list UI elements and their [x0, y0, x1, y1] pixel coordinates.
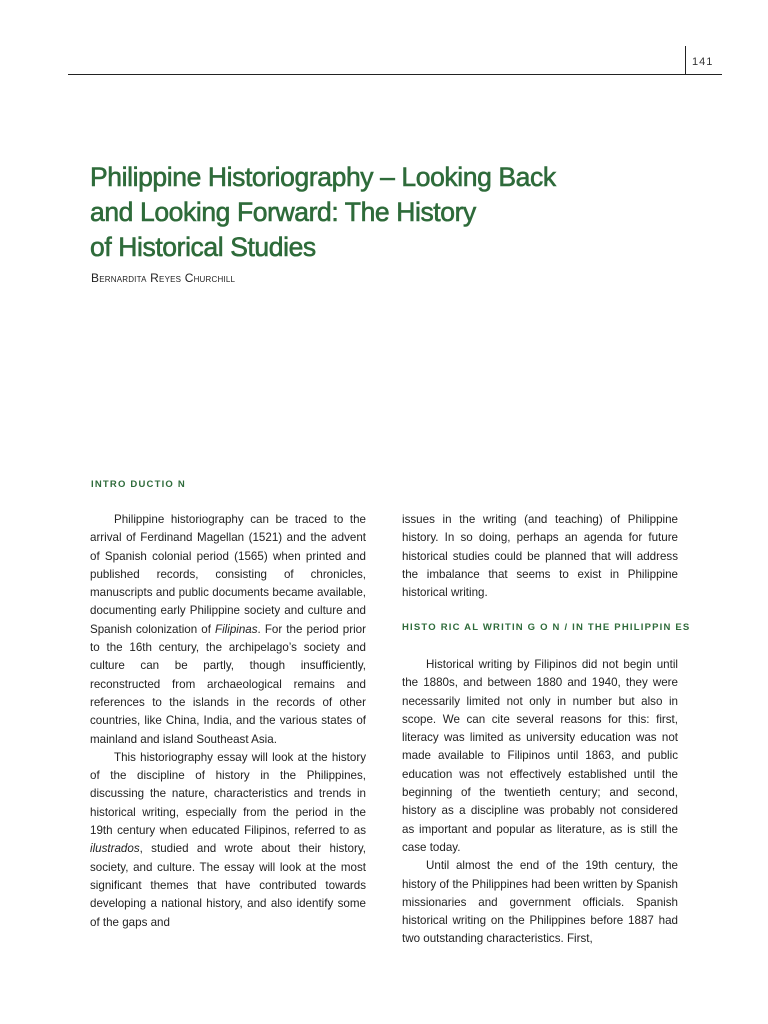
author-name: Bernardita Reyes Churchill	[91, 271, 236, 285]
paragraph: Until almost the end of the 19th century, the history of the Philippines had been written by Spanish missionaries and government officials. Spanish historical writing on the Philippines before 1887 had two outstanding characteristics. First,	[402, 859, 678, 946]
italic-term: ilustrados	[90, 842, 140, 856]
paragraph-text: . For the period prior to the 16th century, the archipelago’s society and culture can be partly, though insufficiently, reconstructed from archaeological remains and references to the islands in the records of other countries, like China, India, and the various states of mainland and island Southeast Asia.	[90, 622, 366, 746]
header-rule	[68, 74, 722, 75]
paragraph-text: Philippine historiography can be traced to the arrival of Ferdinand Magellan (1521) and the advent of Spanish colonial period (1565) when printed and published records, consisting of chronicles, manuscripts and public documents became available, documenting early Philippine society and culture and Spanish colonization of	[90, 513, 366, 636]
section-heading-introduction: INTRO DUCTIO N	[91, 479, 186, 490]
left-column	[90, 511, 366, 932]
italic-term: Filipinas	[215, 622, 258, 636]
header-divider	[685, 46, 686, 75]
title-line-1: Philippine Historiography – Looking Back	[90, 162, 556, 192]
paragraph: Historical writing by Filipinos did not begin until the 1880s, and between 1880 and 1940, they were necessarily limited not only in number but also in scope. We can cite several reasons for this: first, literacy was limited as university education was not made available to Filipinos until 1863, and public education was not effectively established until the beginning of the twentieth century; and second, history as a discipline was probably not considered as important and popular as literature, as is still the case today.	[402, 658, 678, 854]
section-heading-historical-writing: HISTO RIC AL WRITIN G O N / IN THE PHILIPPIN ES	[402, 622, 691, 633]
article-title	[90, 160, 690, 265]
paragraph	[90, 749, 366, 932]
right-column-continuation	[402, 511, 678, 602]
title-line-2: and Looking Forward: The History	[90, 197, 476, 227]
paragraph-text: , studied and wrote about their history, society, and culture. The essay will look at the most significant themes that have contributed towards developing a national history, and also identify some of the gaps and	[90, 842, 366, 929]
right-column	[402, 656, 678, 949]
page-number: 141	[692, 56, 714, 68]
paragraph: issues in the writing (and teaching) of Philippine history. In so doing, perhaps an agenda for future historical studies could be planned that will address the imbalance that seems to exist in Philippine historical writing.	[402, 513, 678, 600]
paragraph	[90, 511, 366, 749]
paragraph-text: This historiography essay will look at the history of the discipline of history in the Philippines, discussing the nature, characteristics and trends in historical writing, especially from the period in the 19th century when educated Filipinos, referred to as	[90, 750, 366, 838]
title-line-3: of Historical Studies	[90, 232, 316, 262]
